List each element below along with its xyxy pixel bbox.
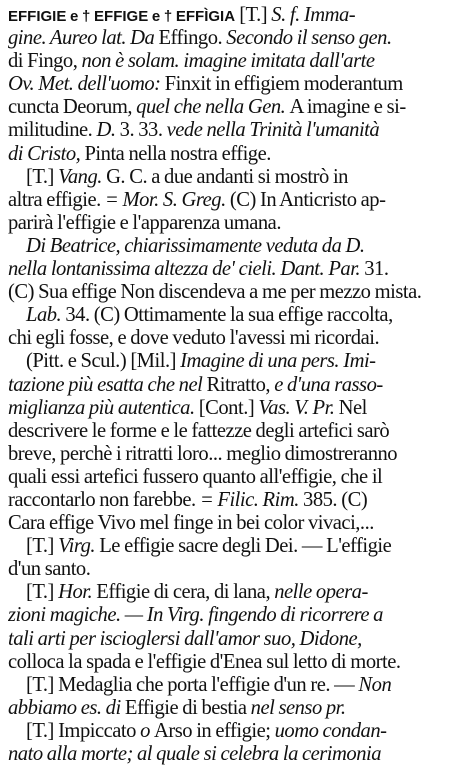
text: A imagine e si- xyxy=(289,96,406,119)
text-line xyxy=(8,628,467,651)
italic-text: nella lontanissima altezza de' cieli. Dant. Par. xyxy=(8,258,365,281)
text-line xyxy=(8,720,467,743)
italic-text: di Cristo, xyxy=(8,142,85,165)
text: Cara effige Vivo mel finge in bei color vivaci,... xyxy=(8,512,374,535)
italic-text: Vas. V. Pr. xyxy=(258,396,339,419)
text-line xyxy=(8,420,467,443)
text: Finxit in effigiem moderantum xyxy=(164,73,403,96)
text: Arso in effigie; xyxy=(154,719,275,742)
text-line xyxy=(8,27,467,50)
italic-text: Secondo il senso gen. xyxy=(226,27,392,50)
text: Effingo. xyxy=(158,27,227,50)
text: Nel xyxy=(338,396,367,419)
italic-text: nato alla morte; al quale si celebra la cerimonia xyxy=(8,743,382,765)
text-line xyxy=(8,281,467,304)
text: quali essi artefici fussero quanto all'effigie, che il xyxy=(8,465,383,488)
text: Impiccato xyxy=(58,719,141,742)
text: 34. (C) Ottimamente la sua effige raccolta, xyxy=(65,304,393,327)
text-line xyxy=(8,327,467,350)
text-line xyxy=(8,350,467,373)
text: (Pitt. e Scul.) [Mil.] xyxy=(26,350,181,373)
text-line xyxy=(8,581,467,604)
italic-text: quel che nella Gen. xyxy=(136,96,290,119)
italic-text: tali arti per iscioglersi dall'amor suo, Didone, xyxy=(8,627,362,650)
italic-text: Lab. xyxy=(26,304,66,327)
text: breve, perchè i ritratti loro... meglio dimostreranno xyxy=(8,442,398,465)
text: d'un santo. xyxy=(8,558,91,581)
text-line xyxy=(8,212,467,235)
text: Effigie di bestia xyxy=(124,696,251,719)
text-line xyxy=(8,489,467,512)
text-line xyxy=(8,96,467,119)
italic-text: Non xyxy=(358,673,392,696)
text: 385. (C) xyxy=(303,488,368,511)
text-line xyxy=(8,143,467,166)
italic-text: nel senso pr. xyxy=(250,696,346,719)
text-line xyxy=(8,397,467,420)
italic-text: tazione più esatta che nel xyxy=(8,373,207,396)
text: cuncta Deorum, xyxy=(8,96,137,119)
italic-text: non è solam. imagine imitata dall'arte xyxy=(81,50,375,73)
italic-text: Imagine di una pers. Imi- xyxy=(180,350,376,373)
headword: EFFIGIE e † EFFIGE e † EFFÌGIA xyxy=(8,8,236,25)
text-line xyxy=(8,535,467,558)
italic-text: = Filic. Rim. xyxy=(199,488,304,511)
text: colloca la spada e l'effigie d'Enea sul letto di morte. xyxy=(8,650,401,673)
text-line xyxy=(8,466,467,489)
text-line xyxy=(8,674,467,697)
text: Effigie di cera, di lana, xyxy=(96,581,275,604)
text-line xyxy=(8,73,467,96)
text-line xyxy=(8,119,467,142)
text-line xyxy=(8,258,467,281)
text-line xyxy=(8,558,467,581)
text: chi egli fosse, e dove veduto l'avessi mi ricordai. xyxy=(8,327,380,350)
text: 31. xyxy=(364,258,389,281)
italic-text: Ov. Met. dell'uomo: xyxy=(8,73,165,96)
text: altra effigie. xyxy=(8,188,105,211)
text-line xyxy=(8,743,467,766)
italic-text: uomo condan- xyxy=(274,719,387,742)
italic-text: e d'una rasso- xyxy=(274,373,383,396)
italic-text: miglianza più autentica. xyxy=(8,396,199,419)
text-line xyxy=(8,443,467,466)
text: di Fingo, xyxy=(8,50,82,73)
italic-text: gine. Aureo lat. Da xyxy=(8,27,159,50)
italic-text: S. f. Imma- xyxy=(271,4,356,26)
text: parirà l'effigie e l'apparenza umana. xyxy=(8,211,281,234)
text: [T.] xyxy=(26,581,59,604)
text: [T.] xyxy=(26,165,59,188)
text: (C) Sua effige Non discendeva a me per mezzo mista. xyxy=(8,281,422,304)
text: Medaglia che porta l'effigie d'un re. — xyxy=(58,673,359,696)
text: [T.] xyxy=(235,4,272,26)
text: [T.] xyxy=(26,719,59,742)
text-line xyxy=(8,235,467,258)
italic-text: Vang. xyxy=(58,165,107,188)
text-line xyxy=(8,50,467,73)
text: descrivere le forme e le fattezze degli artefici sarò xyxy=(8,419,390,442)
text: 3. 33. xyxy=(119,119,167,142)
italic-text: vede nella Trinità l'umanità xyxy=(166,119,380,142)
text-line xyxy=(8,512,467,535)
text: [Cont.] xyxy=(198,396,259,419)
text: [T.] xyxy=(26,535,59,558)
dictionary-entry-effigie xyxy=(8,4,467,766)
italic-text: D. xyxy=(96,119,120,142)
text: G. C. a due andanti si mostrò in xyxy=(106,165,348,188)
text: raccontarlo non farebbe. xyxy=(8,488,200,511)
text: (C) In Anticristo ap- xyxy=(229,188,386,211)
italic-text: zioni magiche. — In Virg. fingendo di ricorrere a xyxy=(8,604,383,627)
text-line xyxy=(8,374,467,397)
text-line xyxy=(8,604,467,627)
text: Pinta nella nostra effige. xyxy=(84,142,271,165)
text-line xyxy=(8,697,467,720)
italic-text: o xyxy=(140,719,155,742)
text: Ritratto, xyxy=(206,373,275,396)
text-line xyxy=(8,651,467,674)
italic-text: Di Beatrice, chiarissimamente veduta da D. xyxy=(26,234,365,257)
italic-text: Hor. xyxy=(58,581,97,604)
text: Le effigie sacre degli Dei. — L'effigie xyxy=(99,535,392,558)
text-line xyxy=(8,189,467,212)
italic-text: abbiamo es. di xyxy=(8,696,125,719)
text-line xyxy=(8,166,467,189)
italic-text: nelle opera- xyxy=(274,581,368,604)
text: [T.] xyxy=(26,673,59,696)
italic-text: = Mor. S. Greg. xyxy=(104,188,230,211)
text-line xyxy=(8,4,467,27)
italic-text: Virg. xyxy=(58,535,100,558)
text: militudine. xyxy=(8,119,97,142)
text-line xyxy=(8,304,467,327)
